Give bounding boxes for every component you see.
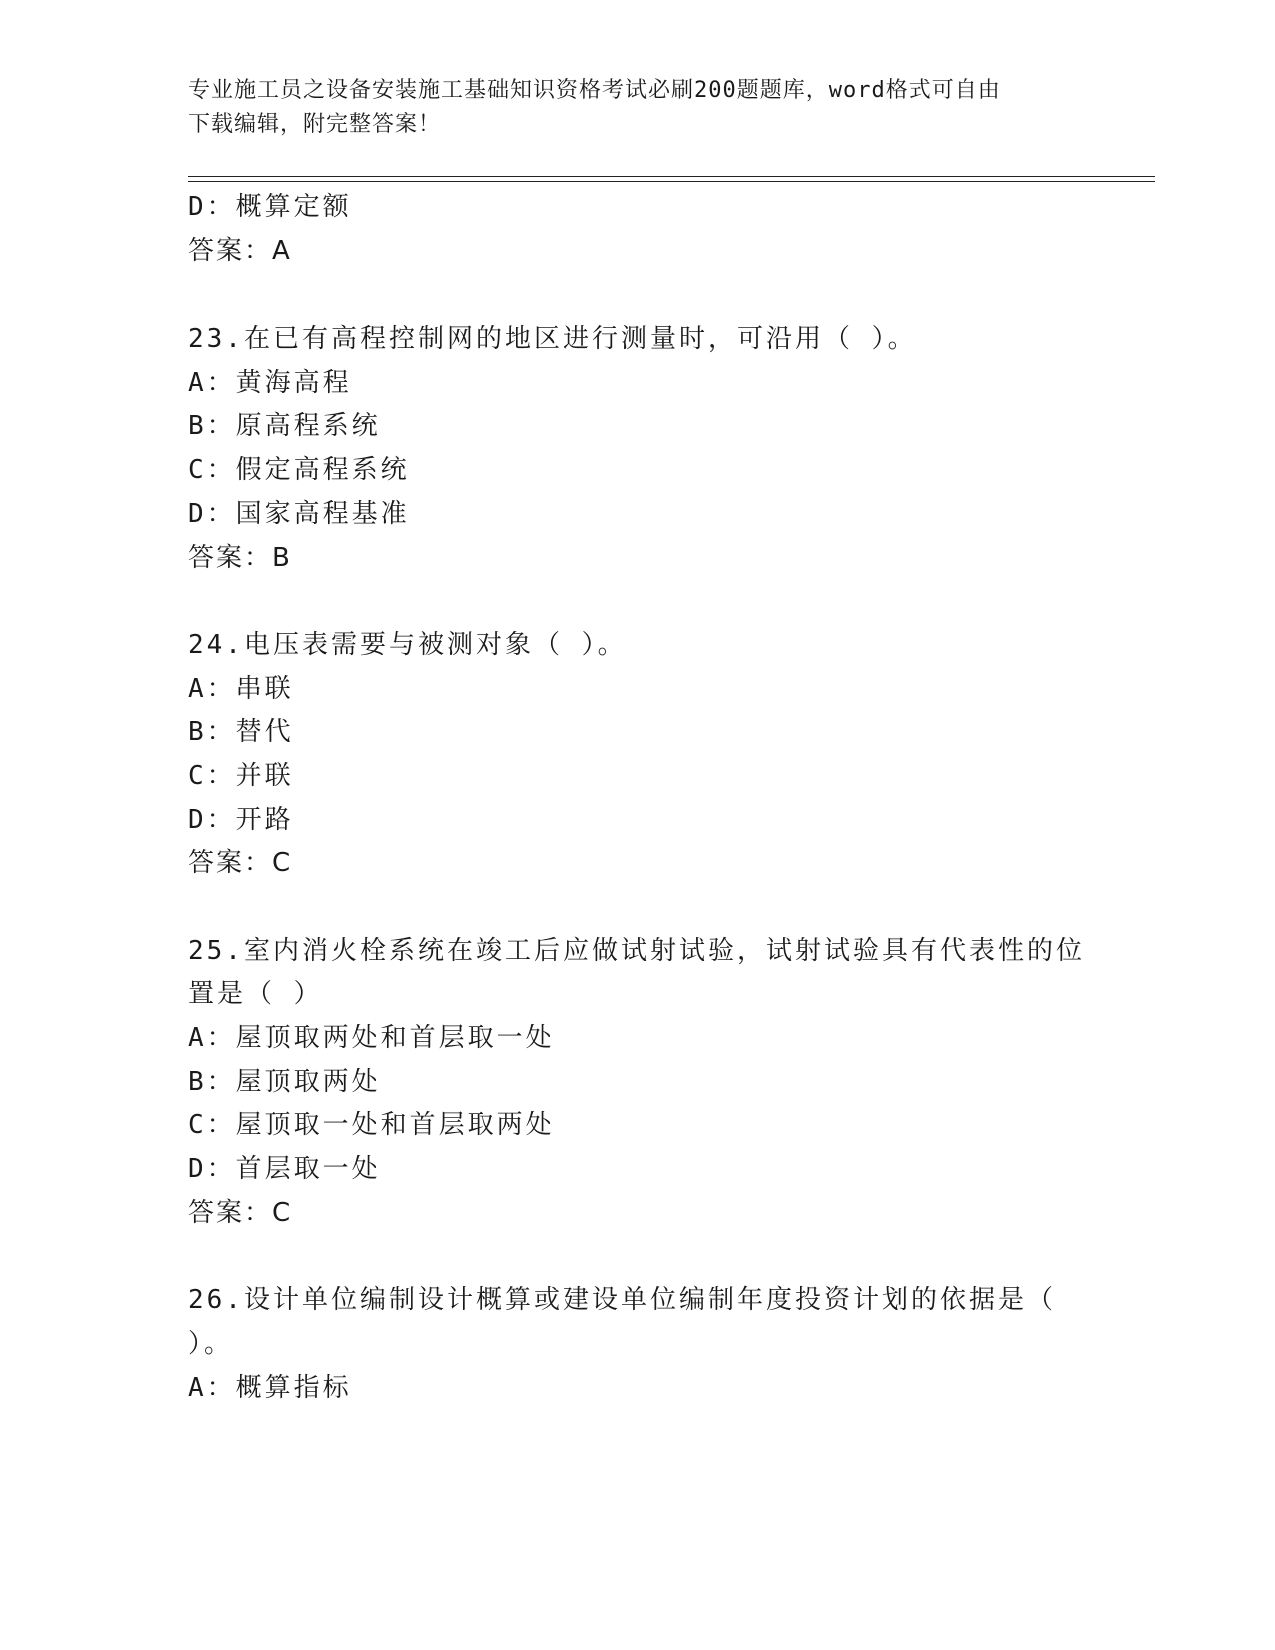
document-header bbox=[188, 74, 1088, 142]
q24-question: 24.电压表需要与被测对象（ ）。 bbox=[188, 630, 627, 660]
q25-option-a: A：屋顶取两处和首层取一处 bbox=[188, 1023, 555, 1053]
q26-question-line-2: ）。 bbox=[188, 1329, 234, 1359]
q24-option-c: C：并联 bbox=[188, 761, 294, 791]
q24-option-a: A：串联 bbox=[188, 674, 294, 704]
q25-option-d: D：首层取一处 bbox=[188, 1154, 381, 1184]
q25-question-line-1: 25.室内消火栓系统在竣工后应做试射试验，试射试验具有代表性的位 bbox=[188, 936, 1085, 966]
q23-option-a: A：黄海高程 bbox=[188, 368, 352, 398]
q23-option-b: B：原高程系统 bbox=[188, 411, 381, 441]
q25-option-b: B：屋顶取两处 bbox=[188, 1067, 381, 1097]
header-line-2: 下载编辑，附完整答案！ bbox=[188, 112, 442, 137]
q25-answer: 答案：C bbox=[188, 1198, 293, 1228]
q22-answer: 答案：A bbox=[188, 236, 292, 266]
q25-question-line-2: 置是（ ） bbox=[188, 979, 323, 1009]
q24-option-d: D：开路 bbox=[188, 805, 294, 835]
header-divider-bottom bbox=[188, 181, 1155, 182]
q26-question-line-1: 26.设计单位编制设计概算或建设单位编制年度投资计划的依据是（ bbox=[188, 1285, 1056, 1315]
q26-option-a: A：概算指标 bbox=[188, 1373, 352, 1403]
q24-option-b: B：替代 bbox=[188, 717, 294, 747]
header-line-1: 专业施工员之设备安装施工基础知识资格考试必刷200题题库，word格式可自由 bbox=[188, 78, 1001, 103]
q22-option-d: D：概算定额 bbox=[188, 192, 352, 222]
q25-option-c: C：屋顶取一处和首层取两处 bbox=[188, 1110, 555, 1140]
q23-option-c: C：假定高程系统 bbox=[188, 455, 410, 485]
q24-answer: 答案：C bbox=[188, 848, 293, 878]
header-divider-top bbox=[188, 176, 1155, 177]
q23-question: 23.在已有高程控制网的地区进行测量时，可沿用（ ）。 bbox=[188, 324, 917, 354]
q23-answer: 答案：B bbox=[188, 543, 292, 573]
q23-option-d: D：国家高程基准 bbox=[188, 499, 410, 529]
